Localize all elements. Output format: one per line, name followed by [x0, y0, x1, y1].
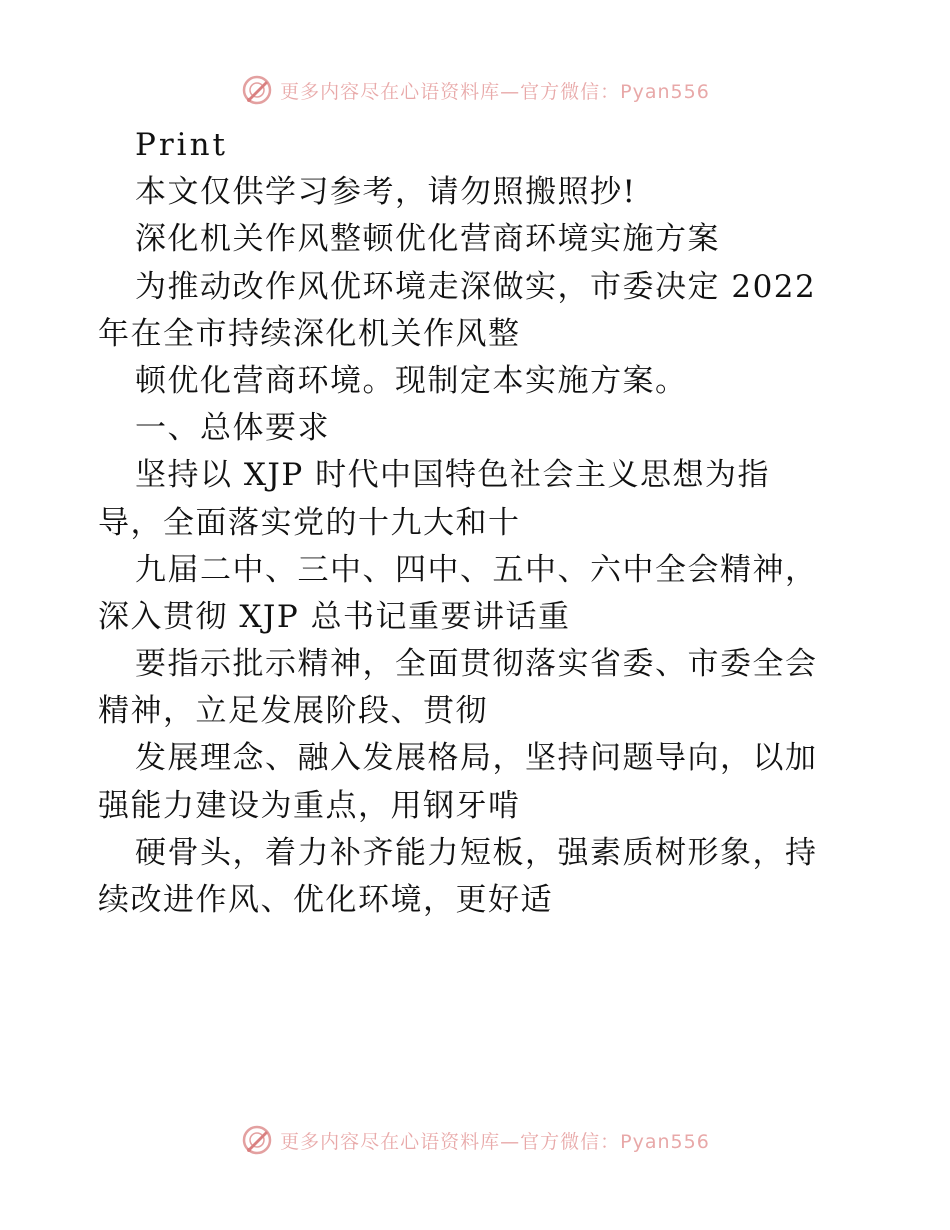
paragraph-line: 为推动改作风优环境走深做实，市委决定 2022: [135, 268, 817, 305]
paragraph-line: 要指示批示精神，全面贯彻落实省委、市委全会: [135, 646, 818, 683]
paragraph-line: 年在全市持续深化机关作风整: [98, 315, 521, 352]
document-body: [98, 122, 858, 924]
paragraph-line: 发展理念、融入发展格局，坚持问题导向，以加: [135, 740, 818, 777]
paragraph-line: 导，全面落实党的十九大和十: [98, 504, 521, 541]
disclaimer-text: 本文仅供学习参考，请勿照搬照抄!: [135, 174, 637, 211]
paragraph-line: 精神，立足发展阶段、贯彻: [98, 693, 488, 730]
watermark-text: 更多内容尽在心语资料库—官方微信：Pyan556: [280, 1130, 710, 1153]
pen-nib-logo-icon: [240, 1123, 274, 1157]
paragraph-line: 硬骨头，着力补齐能力短板，强素质树形象，持: [135, 834, 818, 871]
document-title: 深化机关作风整顿优化营商环境实施方案: [135, 221, 720, 258]
paragraph-line: 续改进作风、优化环境，更好适: [98, 882, 553, 918]
paragraph-line: 强能力建设为重点，用钢牙啃: [98, 787, 521, 824]
header-watermark: [0, 70, 950, 110]
print-label: Print: [135, 127, 229, 163]
paragraph-line: 深入贯彻 XJP 总书记重要讲话重: [98, 598, 571, 635]
watermark-text: 更多内容尽在心语资料库—官方微信：Pyan556: [280, 80, 710, 103]
pen-nib-logo-icon: [240, 73, 274, 107]
paragraph-line: 坚持以 XJP 时代中国特色社会主义思想为指: [135, 457, 771, 494]
section-heading: 一、总体要求: [135, 410, 330, 447]
footer-watermark: [0, 1120, 950, 1160]
paragraph-line: 顿优化营商环境。现制定本实施方案。: [135, 362, 688, 399]
paragraph-line: 九届二中、三中、四中、五中、六中全会精神，: [135, 551, 818, 588]
